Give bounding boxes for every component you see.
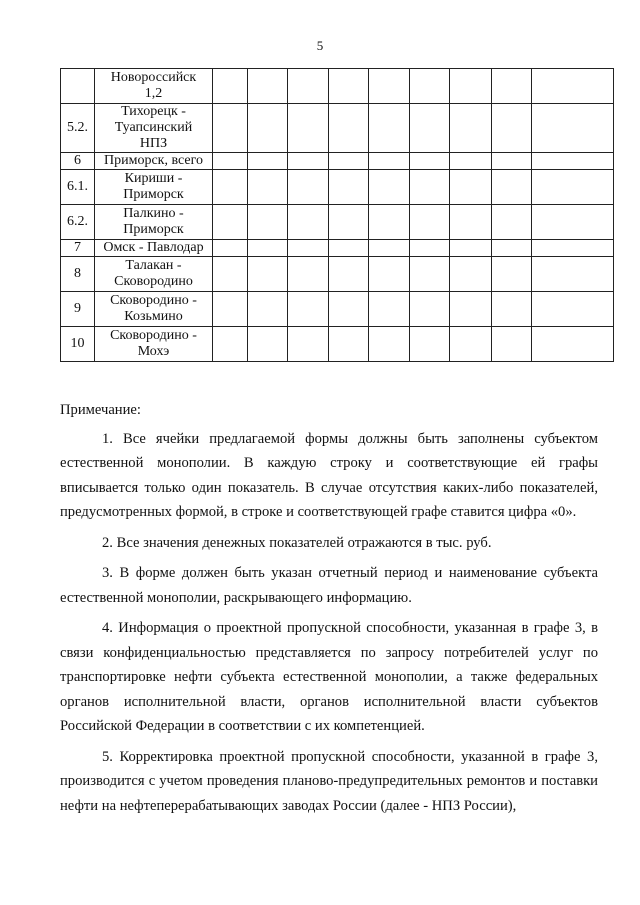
empty-value-cell: [369, 257, 410, 292]
table-row: [61, 170, 614, 205]
empty-value-cell: [329, 153, 369, 170]
empty-value-cell: [288, 240, 329, 257]
empty-value-cell: [410, 240, 450, 257]
empty-value-cell: [492, 257, 532, 292]
empty-value-cell: [248, 205, 288, 240]
empty-value-cell: [532, 153, 614, 170]
empty-value-cell: [369, 292, 410, 327]
table-row: [61, 292, 614, 327]
empty-value-cell: [532, 292, 614, 327]
empty-value-cell: [329, 69, 369, 104]
empty-value-cell: [450, 292, 492, 327]
empty-value-cell: [532, 257, 614, 292]
empty-value-cell: [329, 104, 369, 153]
note-2: 2. Все значения денежных показателей отражаются в тыс. руб.: [102, 534, 492, 551]
empty-value-cell: [492, 327, 532, 362]
empty-value-cell: [248, 69, 288, 104]
route-name-line: Приморск: [123, 187, 184, 202]
empty-value-cell: [248, 104, 288, 153]
route-name-cell: [95, 205, 213, 240]
empty-value-cell: [369, 170, 410, 205]
empty-value-cell: [532, 240, 614, 257]
route-name-line: Сковородино: [114, 274, 193, 289]
empty-value-cell: [410, 327, 450, 362]
empty-value-cell: [248, 170, 288, 205]
row-number-cell: 7: [61, 240, 95, 257]
empty-value-cell: [450, 69, 492, 104]
empty-value-cell: [288, 205, 329, 240]
empty-value-cell: [248, 292, 288, 327]
route-name-line: 1,2: [144, 86, 163, 101]
route-name-line: Мохэ: [137, 344, 170, 359]
empty-value-cell: [410, 170, 450, 205]
empty-value-cell: [450, 153, 492, 170]
empty-value-cell: [213, 69, 248, 104]
row-number-cell: 6.1.: [61, 170, 95, 205]
empty-value-cell: [492, 292, 532, 327]
notes-heading: Примечание:: [60, 402, 141, 418]
route-name-line: Талакан -: [125, 258, 182, 273]
route-name-line: Новороссийск: [110, 70, 197, 85]
empty-value-cell: [410, 69, 450, 104]
data-table: [60, 68, 614, 362]
empty-value-cell: [248, 240, 288, 257]
empty-value-cell: [288, 153, 329, 170]
route-name-cell: [95, 257, 213, 292]
empty-value-cell: [213, 170, 248, 205]
empty-value-cell: [369, 69, 410, 104]
empty-value-cell: [410, 104, 450, 153]
empty-value-cell: [213, 205, 248, 240]
route-name-cell: [95, 327, 213, 362]
row-number-cell: 6.2.: [61, 205, 95, 240]
empty-value-cell: [532, 327, 614, 362]
empty-value-cell: [288, 257, 329, 292]
route-name-line: Сковородино -: [110, 328, 197, 343]
empty-value-cell: [329, 240, 369, 257]
row-number-cell: 6: [61, 153, 95, 170]
table-row: [61, 153, 614, 170]
empty-value-cell: [532, 104, 614, 153]
table-row: [61, 240, 614, 257]
route-name-cell: [95, 292, 213, 327]
empty-value-cell: [288, 69, 329, 104]
empty-value-cell: [329, 205, 369, 240]
route-name-line: Козьмино: [124, 309, 183, 324]
empty-value-cell: [213, 257, 248, 292]
table-row: [61, 205, 614, 240]
route-name-cell: [95, 69, 213, 104]
route-name-line: Сковородино -: [110, 293, 197, 308]
note-3: 3. В форме должен быть указан отчетный период и наименование субъекта естественной монополии, раскрывающего информацию.: [60, 565, 598, 606]
empty-value-cell: [450, 240, 492, 257]
empty-value-cell: [329, 327, 369, 362]
row-number-cell: 5.2.: [61, 104, 95, 153]
empty-value-cell: [248, 327, 288, 362]
empty-value-cell: [213, 153, 248, 170]
note-5: 5. Корректировка проектной пропускной способности, указанной в графе 3, производится с учетом проведения планово-предупредительных ремонтов и поставки нефти на нефтеперерабатывающих заводах России (далее - НПЗ России),: [60, 748, 598, 814]
empty-value-cell: [369, 104, 410, 153]
empty-value-cell: [288, 327, 329, 362]
empty-value-cell: [369, 153, 410, 170]
empty-value-cell: [248, 257, 288, 292]
empty-value-cell: [450, 205, 492, 240]
route-name-line: НПЗ: [139, 136, 168, 151]
table-row: [61, 104, 614, 153]
notes-section: [60, 398, 598, 818]
empty-value-cell: [213, 292, 248, 327]
empty-value-cell: [369, 327, 410, 362]
route-name-line: Приморск, всего: [104, 153, 203, 168]
empty-value-cell: [450, 170, 492, 205]
route-name-line: Тихорецк -: [121, 104, 186, 119]
empty-value-cell: [288, 292, 329, 327]
empty-value-cell: [492, 170, 532, 205]
empty-value-cell: [492, 205, 532, 240]
empty-value-cell: [369, 205, 410, 240]
route-name-cell: [95, 153, 213, 170]
empty-value-cell: [450, 104, 492, 153]
empty-value-cell: [410, 292, 450, 327]
empty-value-cell: [532, 69, 614, 104]
empty-value-cell: [410, 205, 450, 240]
empty-value-cell: [410, 257, 450, 292]
empty-value-cell: [248, 153, 288, 170]
route-name-line: Приморск: [123, 222, 184, 237]
empty-value-cell: [329, 292, 369, 327]
empty-value-cell: [213, 240, 248, 257]
route-name-line: Кириши -: [124, 171, 183, 186]
note-1: 1. Все ячейки предлагаемой формы должны быть заполнены субъектом естественной монополии. В каждую строку и соответствующие ей графы вписывается только один показатель. В случае отсутствия каких-либо показателей, предусмотренных формой, в строке и соответствующей графе ставится цифра «0».: [60, 430, 598, 520]
empty-value-cell: [450, 327, 492, 362]
row-number-cell: [61, 69, 95, 104]
empty-value-cell: [492, 153, 532, 170]
empty-value-cell: [410, 153, 450, 170]
row-number-cell: 10: [61, 327, 95, 362]
empty-value-cell: [492, 240, 532, 257]
row-number-cell: 8: [61, 257, 95, 292]
empty-value-cell: [492, 104, 532, 153]
route-name-cell: [95, 104, 213, 153]
empty-value-cell: [450, 257, 492, 292]
route-name-line: Палкино -: [123, 206, 184, 221]
route-name-line: Омск - Павлодар: [103, 240, 204, 255]
table-row: [61, 327, 614, 362]
page-number: 5: [316, 38, 324, 53]
empty-value-cell: [329, 257, 369, 292]
note-4: 4. Информация о проектной пропускной способности, указанная в графе 3, в связи конфиденциальностью представляется по запросу потребителей услуг по транспортировке нефти субъекта естественной монополии, а также федеральных органов исполнительной власти, органов исполнительной власти субъектов Российской Федерации в соответствии с их компетенцией.: [60, 620, 598, 734]
table-row: [61, 257, 614, 292]
table-row: [61, 69, 614, 104]
row-number-cell: 9: [61, 292, 95, 327]
route-name-cell: [95, 170, 213, 205]
empty-value-cell: [492, 69, 532, 104]
empty-value-cell: [213, 327, 248, 362]
route-name-cell: [95, 240, 213, 257]
empty-value-cell: [532, 170, 614, 205]
empty-value-cell: [329, 170, 369, 205]
empty-value-cell: [532, 205, 614, 240]
route-name-line: Туапсинский: [114, 120, 193, 135]
empty-value-cell: [369, 240, 410, 257]
empty-value-cell: [213, 104, 248, 153]
empty-value-cell: [288, 104, 329, 153]
empty-value-cell: [288, 170, 329, 205]
